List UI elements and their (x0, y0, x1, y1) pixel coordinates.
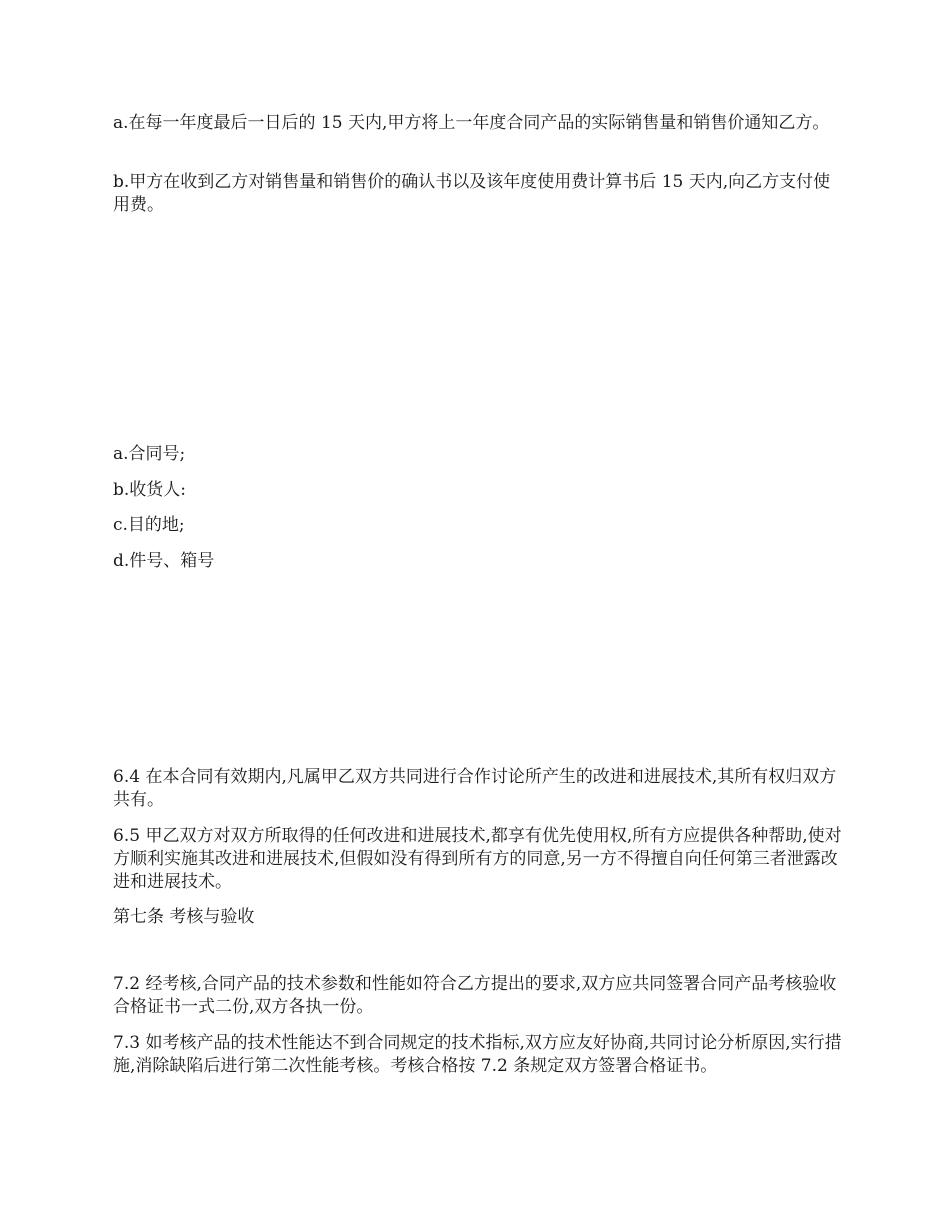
section-heading-article-7: 第七条 考核与验收 (113, 907, 255, 927)
paragraph-consignee: b.收货人: (113, 480, 187, 500)
paragraph-sales-notice: a.在每一年度最后一日后的 15 天内,甲方将上一年度合同产品的实际销售量和销售价通知乙方。 (113, 113, 830, 133)
paragraph-destination: c.目的地; (113, 515, 185, 535)
paragraph-clause-6-4: 6.4 在本合同有效期内,凡属甲乙双方共同进行合作讨论所产生的改进和进展技术,其所有权归双方共有。 (113, 767, 837, 810)
paragraph-clause-6-5: 6.5 甲乙双方对双方所取得的任何改进和进展技术,都享有优先使用权,所有方应提供各种帮助,使对方顺利实施其改进和进展技术,但假如没有得到所有方的同意,另一方不得擅自向任何第三者泄露改进和进展技术。 (113, 826, 842, 892)
paragraph-royalty-payment: b.甲方在收到乙方对销售量和销售价的确认书以及该年度使用费计算书后 15 天内,向乙方支付使用费。 (113, 172, 831, 215)
paragraph-package-number: d.件号、箱号 (113, 551, 215, 571)
paragraph-clause-7-3: 7.3 如考核产品的技术性能达不到合同规定的技术指标,双方应友好协商,共同讨论分析原因,实行措施,消除缺陷后进行第二次性能考核。考核合格按 7.2 条规定双方签署合格证书。 (113, 1033, 842, 1076)
paragraph-clause-7-2: 7.2 经考核,合同产品的技术参数和性能如符合乙方提出的要求,双方应共同签署合同产品考核验收合格证书一式二份,双方各执一份。 (113, 974, 837, 1017)
paragraph-contract-number: a.合同号; (113, 444, 186, 464)
